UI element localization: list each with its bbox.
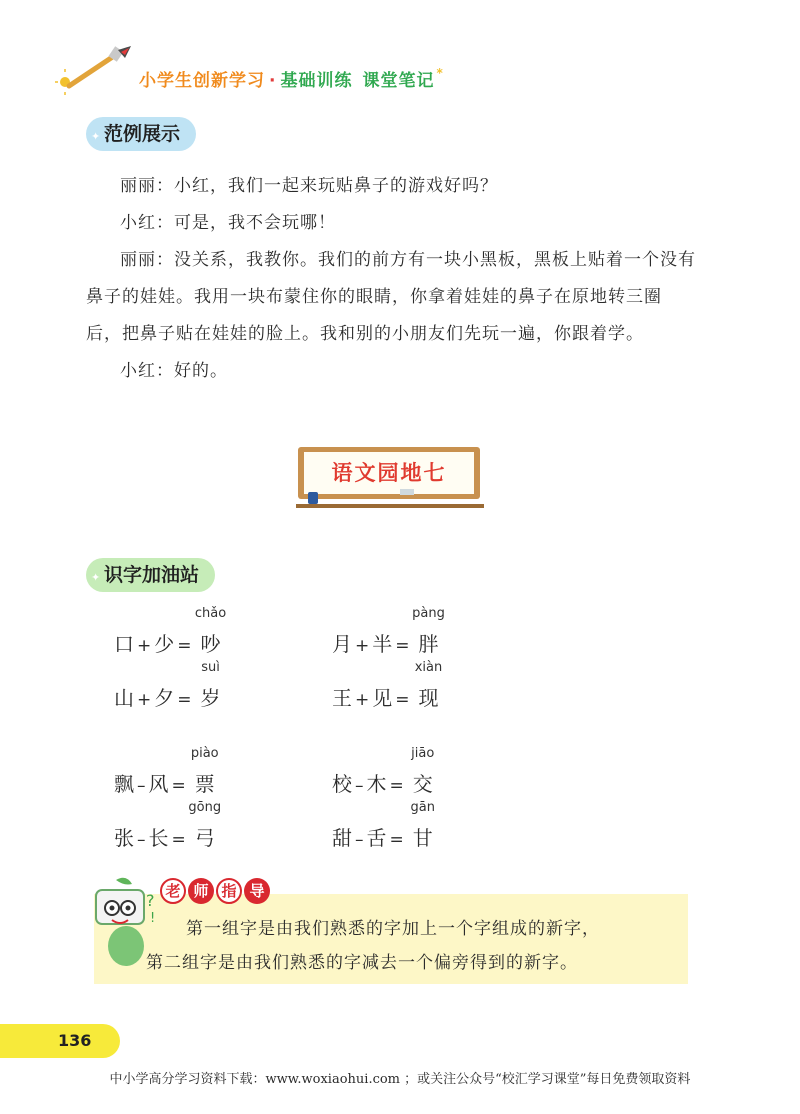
section-heading-literacy-label: 识字加油站	[104, 564, 200, 586]
result-char: 交	[412, 772, 433, 796]
equation-part: 少	[154, 632, 175, 656]
brand-separator: ·	[269, 71, 277, 91]
sparkle-icon: ✦	[91, 571, 101, 584]
equation-part: 口	[114, 632, 134, 656]
svg-text:?: ?	[146, 891, 155, 910]
equation-operator: –	[137, 776, 146, 796]
equation-result	[188, 800, 222, 851]
unit-title-board	[296, 447, 486, 513]
pinyin: piào	[190, 746, 219, 761]
char-equation	[114, 746, 219, 797]
equation-operator: –	[355, 776, 364, 796]
equals-sign: =	[177, 690, 192, 710]
equation-result	[194, 606, 227, 657]
pinyin: gān	[410, 800, 435, 815]
tag-char: 师	[188, 878, 214, 904]
equation-part: 王	[332, 686, 352, 710]
pinyin: jiāo	[411, 746, 435, 761]
char-equation	[332, 746, 435, 797]
sparkle-icon: ✦	[91, 130, 101, 143]
equals-sign: =	[171, 776, 186, 796]
dialogue-line: 丽丽：小红，我们一起来玩贴鼻子的游戏好吗？	[120, 176, 498, 196]
section-heading-example-label: 范例展示	[104, 123, 181, 145]
paintbrush-icon	[55, 46, 135, 96]
equation-result	[411, 746, 435, 797]
chalk-icon	[400, 489, 414, 495]
svg-text:!: !	[150, 911, 156, 926]
equation-operator: –	[137, 830, 146, 850]
char-equation	[332, 800, 435, 851]
section-heading-example	[86, 117, 196, 151]
teacher-guide-tag	[160, 878, 272, 906]
char-equation	[114, 800, 222, 851]
char-equation	[114, 660, 221, 711]
equation-result	[410, 800, 435, 851]
pinyin: pàng	[412, 606, 445, 621]
equation-part: 夕	[154, 686, 175, 710]
brand-series: 小学生创新学习	[139, 71, 265, 91]
equation-part: 风	[148, 772, 169, 796]
equation-part: 半	[372, 632, 393, 656]
result-char: 弓	[194, 826, 215, 850]
page-header	[55, 46, 475, 96]
equation-operator: +	[137, 690, 152, 710]
tag-char: 导	[244, 878, 270, 904]
equation-result	[414, 660, 443, 711]
brand-basic-training: 基础训练	[280, 71, 353, 91]
equation-part: 见	[372, 686, 393, 710]
tag-char: 指	[216, 878, 242, 904]
char-equation	[332, 660, 443, 711]
equation-part: 甜	[332, 826, 352, 850]
tip-line: 第一组字是由我们熟悉的字加上一个字组成的新字，	[186, 919, 600, 939]
result-char: 岁	[200, 686, 221, 710]
dialogue-line: 小红：可是，我不会玩哪！	[120, 213, 336, 233]
equation-part: 校	[332, 772, 352, 796]
example-dialogue	[86, 168, 696, 390]
char-equation	[114, 606, 227, 657]
tip-line: 第二组字是由我们熟悉的字减去一个偏旁得到的新字。	[146, 953, 578, 973]
equation-result	[412, 606, 445, 657]
pinyin: xiàn	[414, 660, 443, 675]
equation-part: 飘	[114, 772, 134, 796]
equation-part: 长	[148, 826, 169, 850]
result-char: 现	[418, 686, 439, 710]
equation-part: 山	[114, 686, 134, 710]
dialogue-line: 丽丽：没关系，我教你。我们的前方有一块小黑板，黑板上贴着一个没有鼻子的娃娃。我用一块布蒙住你的眼睛，你拿着娃娃的鼻子在原地转三圈后，把鼻子贴在娃娃的脸上。我和别的小朋友们先玩一遍，你跟着学。	[86, 250, 696, 344]
ink-bottle-icon	[308, 492, 318, 504]
equals-sign: =	[395, 636, 410, 656]
equals-sign: =	[177, 636, 192, 656]
equals-sign: =	[395, 690, 410, 710]
equation-part: 月	[332, 632, 352, 656]
equation-operator: –	[355, 830, 364, 850]
board-surface	[304, 452, 474, 494]
dialogue-line: 小红：好的。	[120, 361, 228, 381]
equals-sign: =	[171, 830, 186, 850]
teacher-tip-text	[146, 912, 686, 980]
result-char: 胖	[418, 632, 439, 656]
pinyin: gōng	[188, 800, 222, 815]
result-char: 吵	[200, 632, 221, 656]
equation-operator: +	[355, 636, 370, 656]
equation-operator: +	[137, 636, 152, 656]
brand-class-notes: 课堂笔记	[362, 71, 435, 91]
equation-part: 张	[114, 826, 134, 850]
header-brand	[139, 66, 444, 91]
board-ledge	[296, 504, 484, 508]
unit-title: 语文园地七	[331, 461, 447, 485]
equation-result	[200, 660, 221, 711]
brand-star: *	[436, 66, 444, 80]
equation-operator: +	[355, 690, 370, 710]
result-char: 甘	[412, 826, 433, 850]
footer-note: 中小学高分学习资料下载：www.woxiaohui.com ；或关注公众号“校汇学习课堂”每日免费领取资料	[109, 1072, 691, 1087]
page-number: 136	[58, 1031, 92, 1050]
equals-sign: =	[389, 776, 404, 796]
board-frame	[298, 447, 480, 499]
equation-part: 舌	[366, 826, 387, 850]
pinyin: suì	[201, 660, 220, 675]
result-char: 票	[194, 772, 215, 796]
equation-result	[190, 746, 219, 797]
char-equation	[332, 606, 445, 657]
section-heading-literacy	[86, 558, 215, 592]
pinyin: chǎo	[194, 606, 227, 621]
equation-part: 木	[366, 772, 387, 796]
equals-sign: =	[389, 830, 404, 850]
tag-char: 老	[160, 878, 186, 904]
